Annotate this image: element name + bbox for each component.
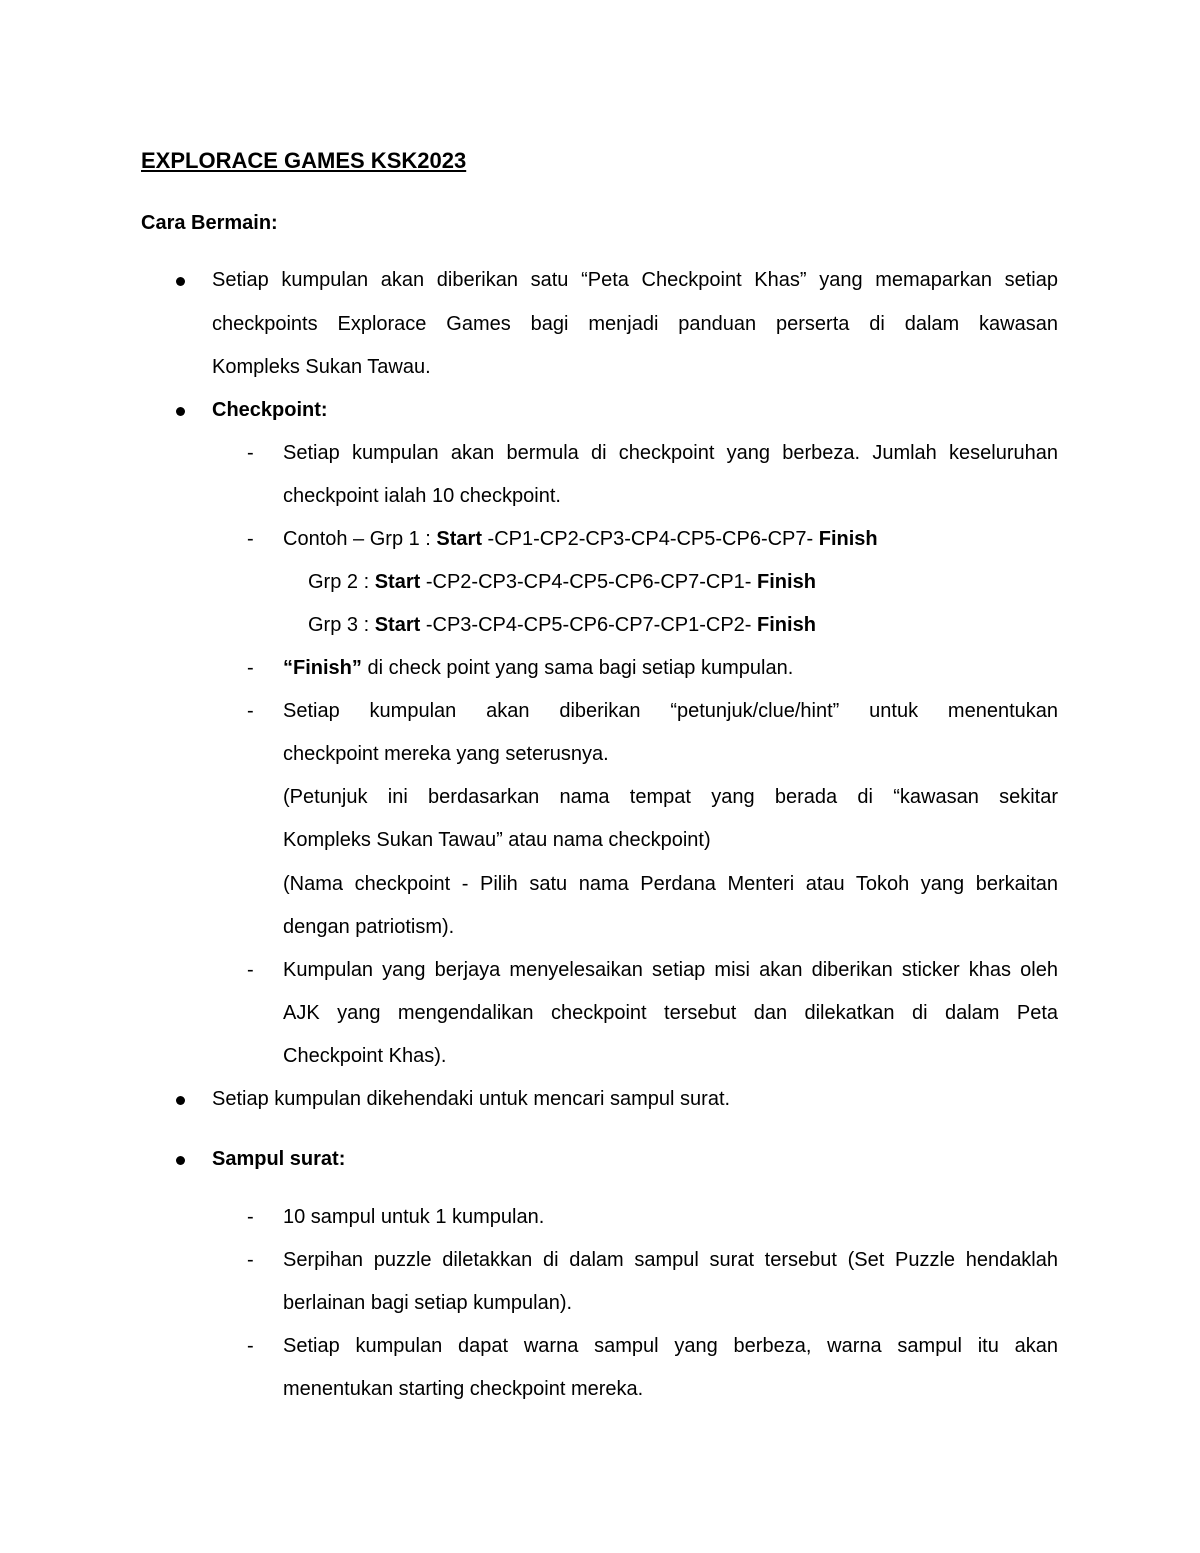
bullet-label: Checkpoint: [212, 399, 328, 421]
paragraph-line: checkpoints Explorace Games bagi menjadi panduan perserta di dalam kawasan [212, 313, 1058, 335]
paragraph-line: checkpoint ialah 10 checkpoint. [283, 485, 561, 507]
bullet-label: Sampul surat: [212, 1148, 346, 1170]
route-start: Start [436, 528, 482, 550]
route-example-group-2 [308, 569, 816, 595]
dash-marker: - [247, 700, 254, 722]
dash-marker: - [247, 1335, 254, 1357]
paragraph-line: 10 sampul untuk 1 kumpulan. [283, 1206, 545, 1228]
paragraph-line: AJK yang mengendalikan checkpoint tersebut dan dilekatkan di dalam Peta [283, 1002, 1058, 1024]
route-finish: Finish [757, 614, 816, 636]
finish-description: di check point yang sama bagi setiap kumpulan. [361, 657, 794, 679]
paragraph-line: Setiap kumpulan akan bermula di checkpoint yang berbeza. Jumlah keseluruhan [283, 442, 1058, 464]
bullet-dot [176, 277, 185, 286]
route-label: Grp 2 : [308, 571, 375, 593]
dash-marker: - [247, 1206, 254, 1228]
route-finish: Finish [818, 528, 878, 550]
route-example-group-3 [308, 612, 816, 638]
route-sequence: -CP3-CP4-CP5-CP6-CP7-CP1-CP2- [420, 614, 758, 636]
paragraph-line: Setiap kumpulan dikehendaki untuk mencari sampul surat. [212, 1088, 731, 1110]
section-heading: Cara Bermain: [141, 212, 278, 234]
paragraph-line: Setiap kumpulan akan diberikan “petunjuk/clue/hint” untuk menentukan [283, 700, 1058, 722]
paragraph-line: Kompleks Sukan Tawau” atau nama checkpoint) [283, 829, 711, 851]
document-title: EXPLORACE GAMES KSK2023 [141, 148, 467, 173]
paragraph-line: Setiap kumpulan akan diberikan satu “Peta Checkpoint Khas” yang memaparkan setiap [212, 269, 1058, 291]
dash-marker: - [247, 959, 254, 981]
bullet-dot [176, 407, 185, 416]
bullet-dot [176, 1156, 185, 1165]
dash-marker: - [247, 528, 254, 550]
finish-term: “Finish” [283, 657, 362, 679]
dash-marker: - [247, 442, 254, 464]
paragraph-line: Serpihan puzzle diletakkan di dalam sampul surat tersebut (Set Puzzle hendaklah [283, 1249, 1058, 1271]
route-start: Start [374, 614, 421, 636]
paragraph-line: (Petunjuk ini berdasarkan nama tempat yang berada di “kawasan sekitar [283, 786, 1058, 808]
bullet-dot [176, 1096, 185, 1105]
route-finish: Finish [757, 571, 816, 593]
paragraph-line: (Nama checkpoint - Pilih satu nama Perdana Menteri atau Tokoh yang berkaitan [283, 873, 1058, 895]
route-sequence: -CP1-CP2-CP3-CP4-CP5-CP6-CP7- [482, 528, 819, 550]
paragraph-line: Kompleks Sukan Tawau. [212, 356, 431, 378]
dash-marker: - [247, 1249, 254, 1271]
paragraph-line: Setiap kumpulan dapat warna sampul yang berbeza, warna sampul itu akan [283, 1335, 1058, 1357]
route-prefix: Contoh – Grp 1 : [283, 528, 437, 550]
paragraph-line [283, 655, 793, 681]
paragraph-line: checkpoint mereka yang seterusnya. [283, 743, 609, 765]
route-label: Grp 3 : [308, 614, 375, 636]
route-sequence: -CP2-CP3-CP4-CP5-CP6-CP7-CP1- [420, 571, 758, 593]
paragraph-line: Checkpoint Khas). [283, 1045, 447, 1067]
paragraph-line: menentukan starting checkpoint mereka. [283, 1378, 644, 1400]
route-start: Start [374, 571, 421, 593]
paragraph-line: dengan patriotism). [283, 916, 455, 938]
route-example-group-1 [283, 526, 878, 552]
paragraph-line: Kumpulan yang berjaya menyelesaikan setiap misi akan diberikan sticker khas oleh [283, 959, 1058, 981]
dash-marker: - [247, 657, 254, 679]
paragraph-line: berlainan bagi setiap kumpulan). [283, 1292, 573, 1314]
